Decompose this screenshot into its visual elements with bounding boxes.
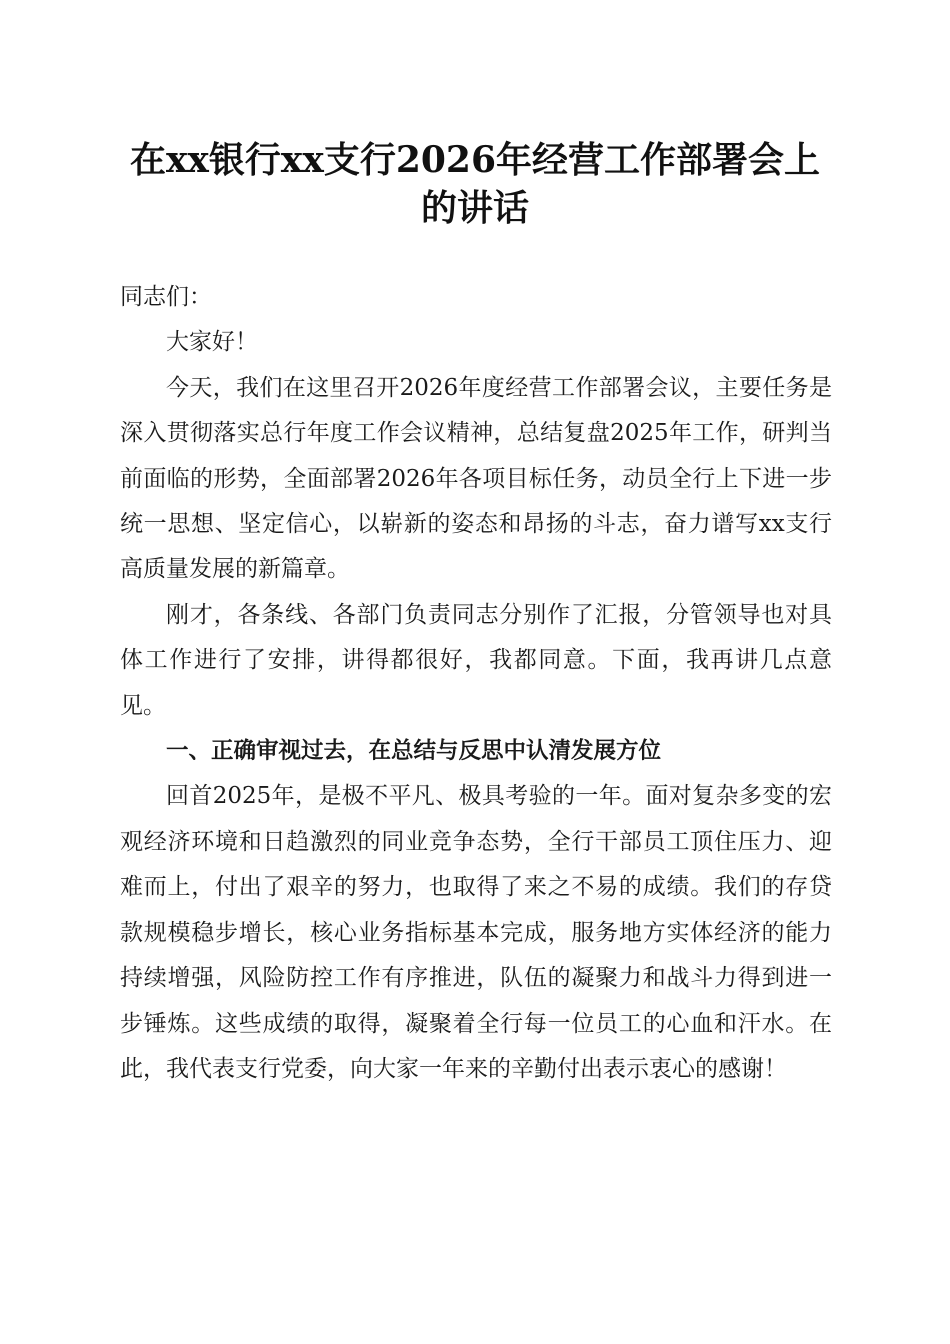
transition-paragraph: 刚才，各条线、各部门负责同志分别作了汇报，分管领导也对具体工作进行了安排，讲得都很好，我都同意。下面，我再讲几点意见。 [120, 601, 832, 719]
greeting-paragraph: 大家好！ [166, 329, 258, 356]
section-heading-1: 一、正确审视过去，在总结与反思中认清发展方位 [166, 738, 662, 765]
document-body [120, 275, 832, 1092]
salutation: 同志们： [120, 284, 212, 310]
section-1-paragraph: 回首2025年，是极不平凡、极具考验的一年。面对复杂多变的宏观经济环境和日趋激烈的同业竞争态势，全行干部员工顶住压力、迎难而上，付出了艰辛的努力，也取得了来之不易的成绩。我们的存贷款规模稳步增长，核心业务指标基本完成，服务地方实体经济的能力持续增强，风险防控工作有序推进，队伍的凝聚力和战斗力得到进一步锤炼。这些成绩的取得，凝聚着全行每一位员工的心血和汗水。在此，我代表支行党委，向大家一年来的辛勤付出表示衷心的感谢！ [120, 783, 832, 1082]
intro-paragraph: 今天，我们在这里召开2026年度经营工作部署会议，主要任务是深入贯彻落实总行年度工作会议精神，总结复盘2025年工作，研判当前面临的形势，全面部署2026年各项目标任务，动员全行上下进一步统一思想、坚定信心，以崭新的姿态和昂扬的斗志，奋力谱写xx支行高质量发展的新篇章。 [120, 374, 832, 583]
document-title [110, 136, 840, 232]
title-line-1: 在xx银行xx支行2026年经营工作部署会上 [129, 139, 821, 181]
title-line-2: 的讲话 [420, 187, 529, 229]
